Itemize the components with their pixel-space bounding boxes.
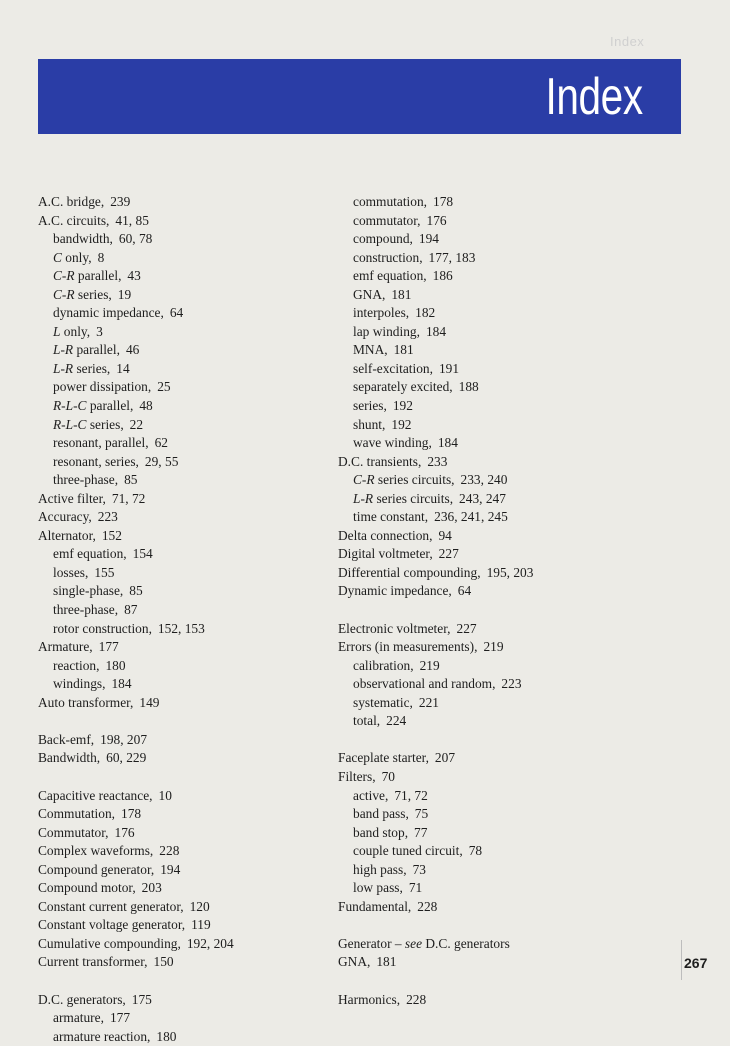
page-title: Index bbox=[545, 68, 643, 126]
index-term: rotor construction, bbox=[53, 620, 152, 636]
index-banner bbox=[38, 59, 681, 134]
index-term: power dissipation, bbox=[53, 379, 152, 395]
index-pages: 177, 183 bbox=[428, 249, 476, 265]
index-pages: 87 bbox=[124, 602, 138, 618]
index-term: single-phase, bbox=[53, 583, 124, 599]
index-subentry bbox=[338, 360, 668, 379]
index-subentry bbox=[338, 267, 668, 286]
index-entry bbox=[38, 916, 328, 935]
index-subentry bbox=[338, 416, 668, 435]
index-subentry bbox=[338, 805, 668, 824]
index-pages: 198, 207 bbox=[100, 731, 148, 747]
index-pages: 186 bbox=[432, 268, 453, 284]
index-entry bbox=[338, 898, 668, 917]
index-term: Complex waveforms, bbox=[38, 843, 154, 859]
index-pages: 60, 78 bbox=[118, 231, 153, 247]
index-term: emf equation, bbox=[353, 268, 427, 284]
index-pages: 60, 229 bbox=[106, 750, 147, 766]
index-term: armature reaction, bbox=[53, 1028, 151, 1044]
index-subentry bbox=[38, 397, 328, 416]
index-subentry bbox=[38, 378, 328, 397]
index-subentry bbox=[338, 304, 668, 323]
index-term: total, bbox=[353, 713, 381, 729]
page-number: 267 bbox=[684, 955, 708, 971]
index-subentry bbox=[38, 434, 328, 453]
index-pages: 41, 85 bbox=[115, 212, 149, 228]
index-entry bbox=[338, 749, 668, 768]
index-term: Harmonics, bbox=[338, 991, 401, 1007]
index-pages: 227 bbox=[438, 546, 459, 562]
index-pages: 150 bbox=[153, 954, 174, 970]
index-subentry bbox=[38, 564, 328, 583]
index-pages: 184 bbox=[111, 676, 132, 692]
index-term: active, bbox=[353, 787, 389, 803]
index-pages: 64 bbox=[169, 305, 184, 321]
index-entry bbox=[38, 193, 328, 212]
index-term: Electronic voltmeter, bbox=[338, 620, 451, 636]
index-subentry bbox=[338, 471, 668, 490]
index-term: Cumulative compounding, bbox=[38, 935, 181, 951]
index-term: band stop, bbox=[353, 824, 409, 840]
index-pages: 181 bbox=[393, 342, 414, 358]
index-term: Current transformer, bbox=[38, 954, 148, 970]
index-term: resonant, series, bbox=[53, 453, 139, 469]
index-term: D.C. generators, bbox=[38, 991, 126, 1007]
index-term: Alternator, bbox=[38, 527, 96, 543]
index-term: lap winding, bbox=[353, 323, 420, 339]
index-pages: 48 bbox=[139, 398, 153, 414]
index-entry bbox=[38, 805, 328, 824]
index-pages: 228 bbox=[159, 843, 180, 859]
index-entry bbox=[38, 490, 328, 509]
index-pages: 181 bbox=[376, 954, 397, 970]
index-subentry bbox=[38, 601, 328, 620]
index-term: GNA, bbox=[338, 954, 371, 970]
index-subentry bbox=[338, 787, 668, 806]
index-term: C only, bbox=[53, 249, 92, 265]
index-term: calibration, bbox=[353, 657, 414, 673]
index-subentry bbox=[338, 842, 668, 861]
index-term: commutation, bbox=[353, 194, 428, 209]
index-subentry bbox=[338, 694, 668, 713]
index-term: A.C. circuits, bbox=[38, 212, 110, 228]
index-subentry bbox=[38, 230, 328, 249]
index-subentry bbox=[338, 824, 668, 843]
index-term: L-R series, bbox=[53, 360, 111, 376]
index-entry bbox=[38, 861, 328, 880]
index-term: Capacitive reactance, bbox=[38, 787, 153, 803]
index-subentry bbox=[338, 397, 668, 416]
index-pages: 195, 203 bbox=[486, 564, 534, 580]
index-entry bbox=[38, 749, 328, 768]
index-pages: 120 bbox=[189, 898, 210, 914]
index-pages: 19 bbox=[117, 286, 132, 302]
index-subentry bbox=[38, 304, 328, 323]
index-subentry bbox=[38, 416, 328, 435]
index-term: observational and random, bbox=[353, 676, 496, 692]
index-pages: 243, 247 bbox=[459, 490, 506, 506]
index-entry bbox=[38, 842, 328, 861]
index-pages: 154 bbox=[132, 546, 153, 562]
index-term: Armature, bbox=[38, 639, 93, 655]
index-subentry bbox=[38, 1028, 328, 1046]
index-term: L-R parallel, bbox=[53, 342, 120, 358]
index-pages: 221 bbox=[418, 694, 439, 710]
index-term: losses, bbox=[53, 564, 89, 580]
index-term: resonant, parallel, bbox=[53, 435, 149, 451]
index-subentry bbox=[338, 286, 668, 305]
index-pages: 178 bbox=[433, 194, 454, 209]
index-pages: 14 bbox=[116, 360, 130, 376]
entry-gap bbox=[38, 768, 328, 787]
index-pages: 233, 240 bbox=[460, 472, 508, 488]
entry-gap bbox=[38, 712, 328, 731]
index-term: L only, bbox=[53, 323, 91, 339]
index-term: Commutation, bbox=[38, 806, 115, 822]
index-pages: 94 bbox=[438, 527, 452, 543]
index-entry bbox=[38, 731, 328, 750]
index-subentry bbox=[338, 490, 668, 509]
index-term: C-R series circuits, bbox=[353, 472, 455, 488]
index-pages: 219 bbox=[483, 639, 504, 655]
index-entry bbox=[38, 991, 328, 1010]
index-entry bbox=[38, 953, 328, 972]
index-term: Errors (in measurements), bbox=[338, 639, 478, 655]
index-term: Commutator, bbox=[38, 824, 109, 840]
index-pages: 155 bbox=[94, 564, 115, 580]
index-pages: 43 bbox=[127, 268, 141, 284]
index-pages: 228 bbox=[417, 898, 438, 914]
index-term: three-phase, bbox=[53, 602, 119, 618]
index-subentry bbox=[38, 341, 328, 360]
index-term: Digital voltmeter, bbox=[338, 546, 433, 562]
index-pages: 119 bbox=[191, 917, 211, 933]
index-pages: 184 bbox=[425, 323, 447, 339]
index-pages: 29, 55 bbox=[144, 453, 179, 469]
index-pages: 182 bbox=[415, 305, 436, 321]
index-pages: 71 bbox=[408, 880, 423, 896]
index-pages: 176 bbox=[114, 824, 135, 840]
running-head: Index bbox=[610, 34, 645, 49]
index-pages: 233 bbox=[427, 453, 448, 469]
index-subentry bbox=[338, 212, 668, 231]
index-term: Back-emf, bbox=[38, 731, 95, 747]
index-pages: 152, 153 bbox=[157, 620, 205, 636]
index-column-left bbox=[38, 193, 328, 1046]
index-pages: 219 bbox=[419, 657, 440, 673]
index-pages: 8 bbox=[97, 249, 105, 265]
index-term: shunt, bbox=[353, 416, 386, 432]
index-term: high pass, bbox=[353, 861, 407, 877]
index-term: Auto transformer, bbox=[38, 694, 134, 710]
index-entry bbox=[338, 564, 668, 583]
index-entry bbox=[38, 212, 328, 231]
index-pages: 194 bbox=[160, 861, 181, 877]
index-subentry bbox=[338, 712, 668, 731]
index-entry bbox=[38, 935, 328, 954]
index-subentry bbox=[338, 193, 668, 212]
index-pages: 46 bbox=[125, 342, 140, 358]
index-entry bbox=[38, 527, 328, 546]
index-entry bbox=[338, 768, 668, 787]
index-pages: 184 bbox=[437, 435, 458, 451]
index-term: Differential compounding, bbox=[338, 564, 481, 580]
index-pages: 188 bbox=[458, 379, 479, 395]
index-entry bbox=[338, 453, 668, 472]
index-entry bbox=[338, 620, 668, 639]
index-term: construction, bbox=[353, 249, 423, 265]
index-subentry bbox=[38, 582, 328, 601]
index-term: Compound motor, bbox=[38, 880, 136, 896]
index-term: GNA, bbox=[353, 286, 386, 302]
index-term: R-L-C series, bbox=[53, 416, 124, 432]
index-entry bbox=[338, 582, 668, 601]
index-term: MNA, bbox=[353, 342, 388, 358]
entry-gap bbox=[338, 601, 668, 620]
index-term: reaction, bbox=[53, 657, 100, 673]
index-term: wave winding, bbox=[353, 435, 432, 451]
index-term: emf equation, bbox=[53, 546, 127, 562]
index-pages: 178 bbox=[121, 806, 142, 822]
index-term: self-excitation, bbox=[353, 360, 433, 376]
index-term: R-L-C parallel, bbox=[53, 398, 134, 414]
index-pages: 192 bbox=[391, 416, 412, 432]
index-term: three-phase, bbox=[53, 472, 119, 488]
index-term: time constant, bbox=[353, 509, 429, 525]
index-term: Bandwidth, bbox=[38, 750, 101, 766]
index-term: C-R series, bbox=[53, 286, 112, 302]
index-term: Filters, bbox=[338, 768, 376, 784]
index-subentry bbox=[38, 453, 328, 472]
index-subentry bbox=[338, 434, 668, 453]
index-entry bbox=[38, 787, 328, 806]
index-subentry bbox=[338, 508, 668, 527]
index-term: couple tuned circuit, bbox=[353, 843, 463, 859]
index-pages: 73 bbox=[412, 861, 426, 877]
index-entry bbox=[338, 638, 668, 657]
index-pages: 203 bbox=[141, 880, 162, 896]
index-term: Active filter, bbox=[38, 490, 106, 506]
index-pages: 10 bbox=[158, 787, 172, 803]
index-pages: 77 bbox=[414, 824, 428, 840]
index-pages: 70 bbox=[381, 768, 395, 784]
index-term: C-R parallel, bbox=[53, 268, 122, 284]
index-term: series, bbox=[353, 398, 387, 414]
index-term: Constant voltage generator, bbox=[38, 917, 186, 933]
index-subentry bbox=[338, 249, 668, 268]
index-term: separately excited, bbox=[353, 379, 453, 395]
index-pages: 192, 204 bbox=[186, 935, 234, 951]
index-pages: 78 bbox=[468, 843, 483, 859]
index-pages: 62 bbox=[154, 435, 168, 451]
index-pages: 239 bbox=[110, 194, 131, 209]
index-pages: 191 bbox=[438, 360, 460, 376]
index-entry bbox=[38, 638, 328, 657]
index-pages: 85 bbox=[124, 472, 138, 488]
index-pages: 227 bbox=[456, 620, 477, 636]
index-term: Delta connection, bbox=[338, 527, 433, 543]
index-term: commutator, bbox=[353, 212, 421, 228]
index-pages: 177 bbox=[98, 639, 119, 655]
index-term: Constant current generator, bbox=[38, 898, 184, 914]
index-subentry bbox=[338, 657, 668, 676]
index-subentry bbox=[338, 675, 668, 694]
index-entry bbox=[338, 527, 668, 546]
index-pages: 180 bbox=[156, 1028, 177, 1044]
index-term: Compound generator, bbox=[38, 861, 155, 877]
index-subentry bbox=[38, 545, 328, 564]
index-term: L-R series circuits, bbox=[353, 490, 454, 506]
index-subentry bbox=[338, 378, 668, 397]
index-term: bandwidth, bbox=[53, 231, 113, 247]
index-term: systematic, bbox=[353, 694, 413, 710]
index-subentry bbox=[38, 675, 328, 694]
index-pages: 176 bbox=[426, 212, 447, 228]
index-pages: 223 bbox=[97, 509, 118, 525]
index-entry bbox=[338, 545, 668, 564]
index-subentry bbox=[338, 879, 668, 898]
index-subentry bbox=[338, 230, 668, 249]
index-term: low pass, bbox=[353, 880, 403, 896]
index-term: A.C. bridge, bbox=[38, 194, 105, 209]
index-entry bbox=[38, 879, 328, 898]
index-term: dynamic impedance, bbox=[53, 305, 164, 321]
index-term: Faceplate starter, bbox=[338, 750, 429, 766]
index-term: Accuracy, bbox=[38, 509, 92, 525]
index-subentry bbox=[338, 861, 668, 880]
entry-gap bbox=[338, 731, 668, 750]
index-subentry bbox=[338, 323, 668, 342]
index-pages: 207 bbox=[434, 750, 456, 766]
index-entry bbox=[338, 991, 668, 1010]
index-pages: 85 bbox=[129, 583, 143, 599]
index-pages: 71, 72 bbox=[394, 787, 428, 803]
index-term: Generator – see D.C. generators bbox=[338, 935, 510, 951]
entry-gap bbox=[38, 972, 328, 991]
index-entry bbox=[38, 694, 328, 713]
index-pages: 175 bbox=[131, 991, 152, 1007]
index-subentry bbox=[338, 341, 668, 360]
index-pages: 236, 241, 245 bbox=[434, 509, 508, 525]
index-pages: 223 bbox=[501, 676, 522, 692]
index-pages: 192 bbox=[392, 398, 413, 414]
index-term: windings, bbox=[53, 676, 106, 692]
index-pages: 25 bbox=[157, 379, 171, 395]
index-subentry bbox=[38, 657, 328, 676]
index-column-right bbox=[338, 193, 668, 1009]
index-term: Fundamental, bbox=[338, 898, 412, 914]
index-term: compound, bbox=[353, 231, 413, 247]
index-entry bbox=[38, 898, 328, 917]
index-pages: 228 bbox=[406, 991, 427, 1007]
index-entry bbox=[38, 508, 328, 527]
entry-gap bbox=[338, 972, 668, 991]
index-term: band pass, bbox=[353, 806, 409, 822]
index-pages: 177 bbox=[109, 1010, 131, 1026]
index-entry bbox=[38, 824, 328, 843]
index-pages: 3 bbox=[96, 323, 103, 339]
index-subentry bbox=[38, 360, 328, 379]
index-pages: 194 bbox=[418, 231, 439, 247]
index-term: Dynamic impedance, bbox=[338, 583, 452, 599]
index-subentry bbox=[38, 267, 328, 286]
index-subentry bbox=[38, 1009, 328, 1028]
index-subentry bbox=[38, 620, 328, 639]
index-entry bbox=[338, 953, 668, 972]
index-pages: 149 bbox=[139, 694, 160, 710]
index-term: armature, bbox=[53, 1010, 104, 1026]
index-term: D.C. transients, bbox=[338, 453, 422, 469]
index-pages: 152 bbox=[101, 527, 122, 543]
index-pages: 22 bbox=[129, 416, 144, 432]
index-pages: 64 bbox=[457, 583, 472, 599]
index-pages: 71, 72 bbox=[111, 490, 146, 506]
entry-gap bbox=[338, 916, 668, 935]
index-term: interpoles, bbox=[353, 305, 410, 321]
index-pages: 224 bbox=[386, 713, 407, 729]
index-subentry bbox=[38, 471, 328, 490]
index-subentry bbox=[38, 249, 328, 268]
index-entry bbox=[338, 935, 668, 954]
index-pages: 181 bbox=[391, 286, 412, 302]
index-subentry bbox=[38, 323, 328, 342]
index-subentry bbox=[38, 286, 328, 305]
index-pages: 180 bbox=[105, 657, 126, 673]
index-pages: 75 bbox=[414, 806, 429, 822]
